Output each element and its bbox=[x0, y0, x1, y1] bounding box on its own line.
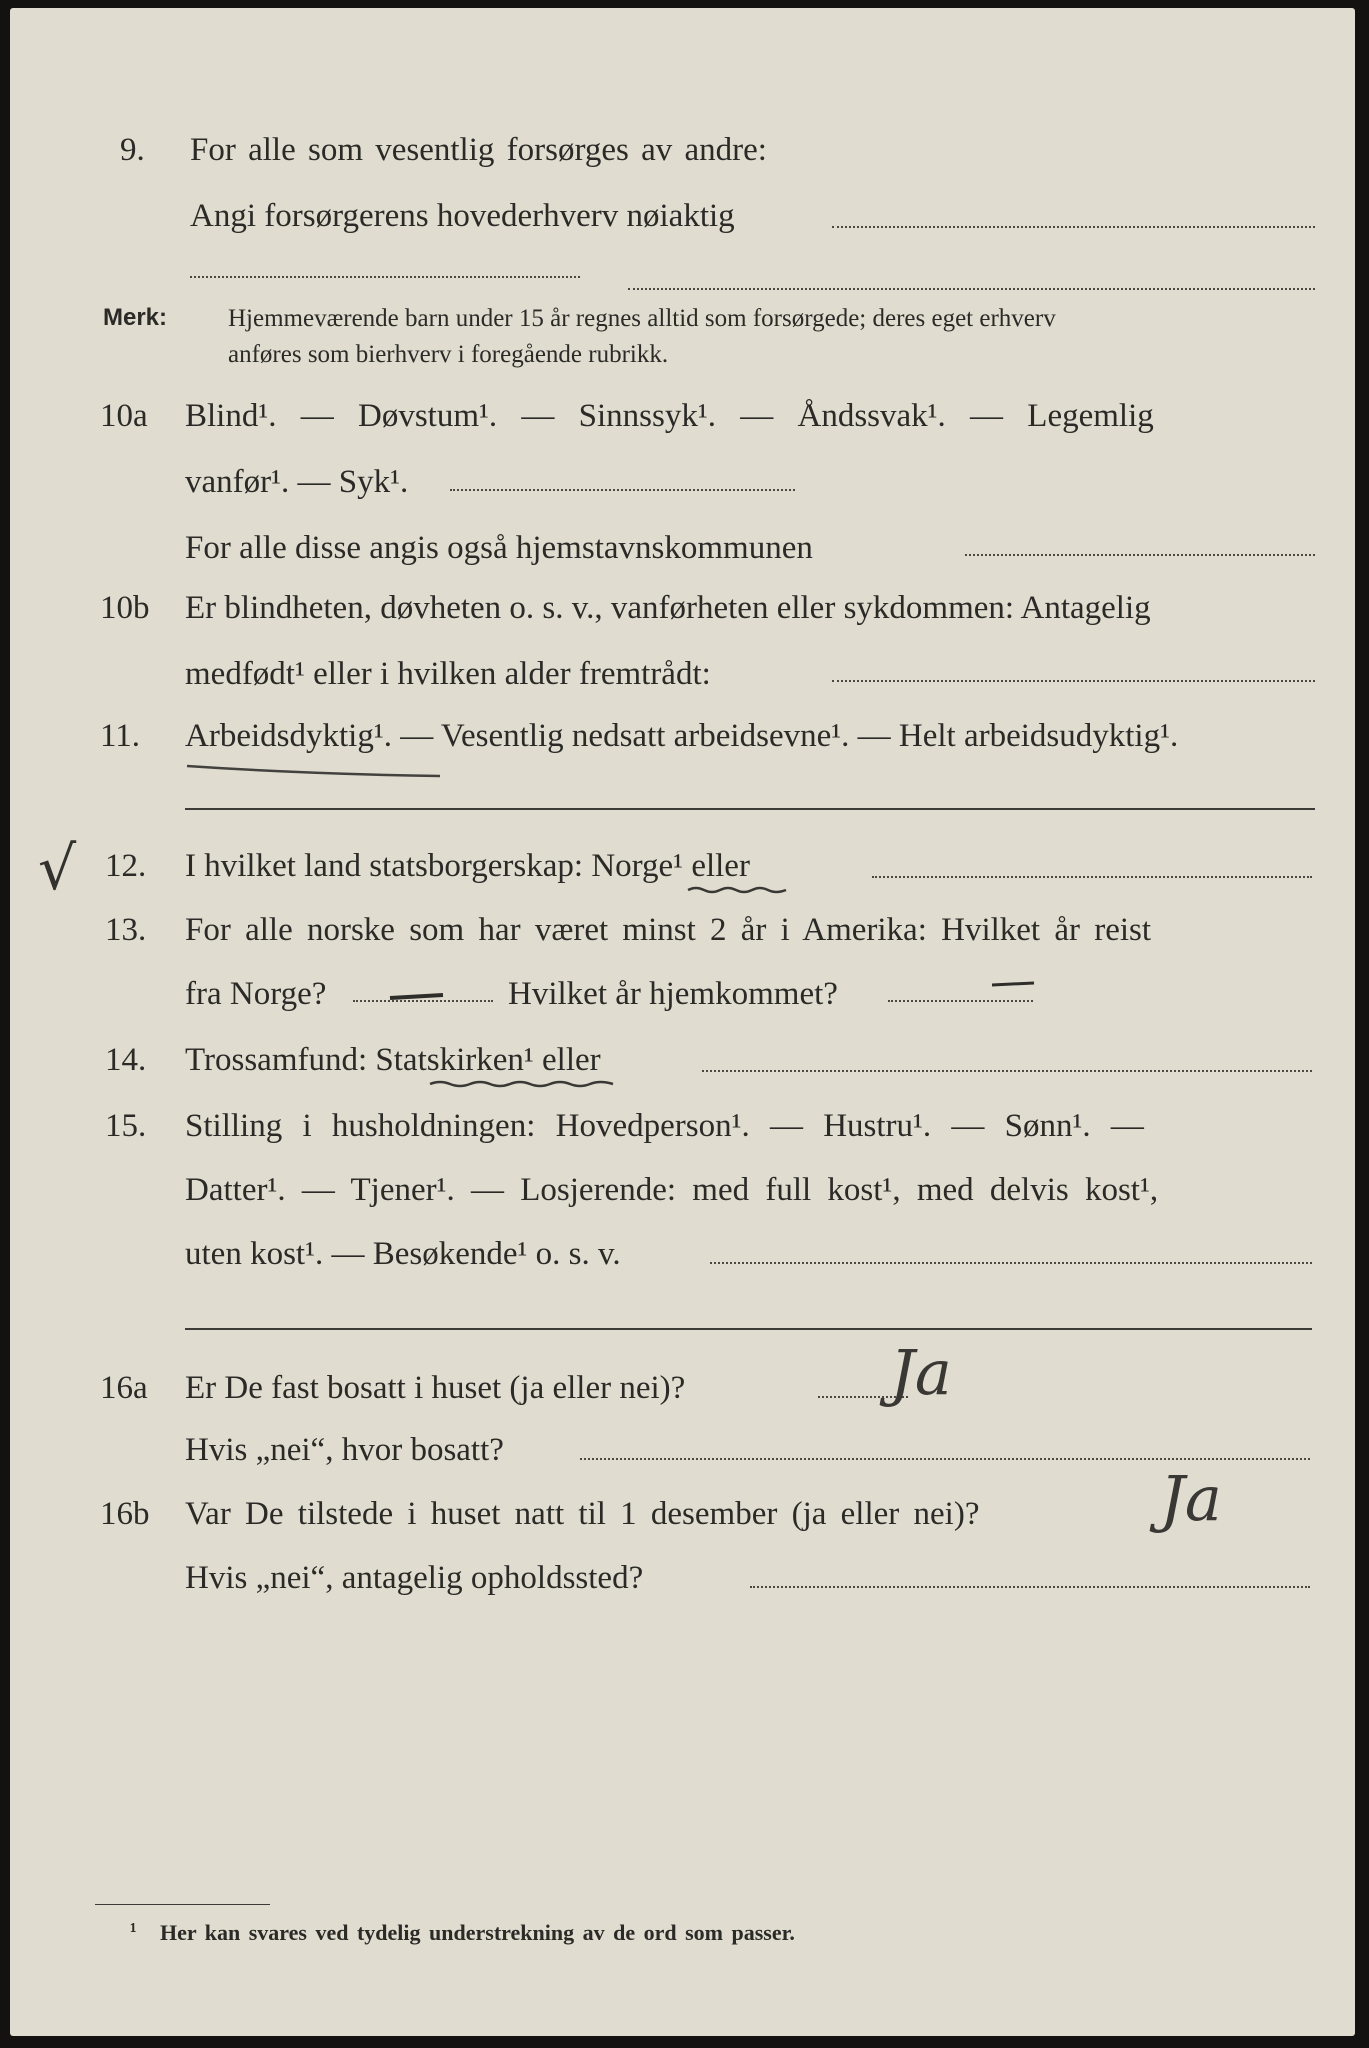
q15-text-line1: Stilling i husholdningen: Hovedperson¹. — Hustru¹. — Sønn¹. — bbox=[185, 1108, 1144, 1144]
q14-number: 14. bbox=[105, 1042, 147, 1078]
q10a-hometown-field[interactable] bbox=[965, 554, 1315, 556]
q13-text-line1: For alle norske som har været minst 2 år i Amerika: Hvilket år reist bbox=[185, 912, 1152, 948]
q13-return-field[interactable] bbox=[888, 1000, 1033, 1002]
q16a-text-line1: Er De fast bosatt i huset (ja eller nei)? bbox=[185, 1370, 686, 1406]
q9-answer-field-2a[interactable] bbox=[190, 276, 580, 278]
q13-return-dash bbox=[990, 980, 1040, 990]
q10b-answer-field[interactable] bbox=[832, 680, 1315, 682]
footnote-text: Her kan svares ved tydelig understrekning av de ord som passer. bbox=[160, 1920, 795, 1945]
q11-underline-mark bbox=[185, 760, 445, 780]
q16b-number: 16b bbox=[100, 1496, 150, 1532]
q13-text-line2a: fra Norge? bbox=[185, 976, 327, 1012]
q16a-handwritten-answer: Ja bbox=[890, 1336, 952, 1409]
q16a-number: 16a bbox=[100, 1370, 148, 1406]
q10b-text-line2: medfødt¹ eller i hvilken alder fremtrådt: bbox=[185, 656, 711, 692]
q11-text-line1: Arbeidsdyktig¹. — Vesentlig nedsatt arbeidsevne¹. — Helt arbeidsudyktig¹. bbox=[185, 718, 1179, 754]
q9-answer-field-2b[interactable] bbox=[628, 288, 1315, 290]
q13-text-line2b: Hvilket år hjemkommet? bbox=[508, 976, 838, 1012]
q16b-handwritten-answer: Ja bbox=[1160, 1462, 1222, 1535]
q13-number: 13. bbox=[105, 912, 147, 948]
q16a-text-line2: Hvis „nei“, hvor bosatt? bbox=[185, 1432, 504, 1468]
q10a-text-line2: vanfør¹. — Syk¹. bbox=[185, 464, 409, 500]
q10b-text-line1: Er blindheten, døvheten o. s. v., vanførheten eller sykdommen: Antagelig bbox=[185, 590, 1151, 626]
q16b-text-line2: Hvis „nei“, antagelig opholdssted? bbox=[185, 1560, 644, 1596]
q11-answer-line[interactable] bbox=[185, 808, 1315, 810]
q9-text-line2: Angi forsørgerens hovederhverv nøiaktig bbox=[190, 198, 735, 234]
q15-text-line3: uten kost¹. — Besøkende¹ o. s. v. bbox=[185, 1236, 621, 1272]
q9-text-line1: For alle som vesentlig forsørges av andre: bbox=[190, 132, 767, 168]
q13-departure-dash bbox=[388, 992, 448, 1002]
q15-number: 15. bbox=[105, 1108, 147, 1144]
checkmark-icon: √ bbox=[38, 834, 77, 904]
q14-underline-mark bbox=[428, 1078, 628, 1094]
q11-number: 11. bbox=[100, 718, 141, 754]
q16a-residence-field[interactable] bbox=[580, 1458, 1310, 1460]
q15-answer-line[interactable] bbox=[185, 1328, 1312, 1330]
q15-text-line2: Datter¹. — Tjener¹. — Losjerende: med full kost¹, med delvis kost¹, bbox=[185, 1172, 1159, 1208]
q10a-text-line3: For alle disse angis også hjemstavnskommunen bbox=[185, 530, 813, 566]
merk-label: Merk: bbox=[103, 304, 168, 331]
q12-answer-field[interactable] bbox=[872, 876, 1312, 878]
merk-text-line2: anføres som bierhverv i foregående rubrikk. bbox=[228, 341, 669, 368]
q16b-text-line1: Var De tilstede i huset natt til 1 desember (ja eller nei)? bbox=[185, 1496, 980, 1532]
q10a-sick-field[interactable] bbox=[450, 489, 795, 491]
q10a-text-line1: Blind¹. — Døvstum¹. — Sinnssyk¹. — Åndssvak¹. — Legemlig bbox=[185, 398, 1154, 434]
q15-answer-field[interactable] bbox=[710, 1262, 1312, 1264]
merk-text-line1: Hjemmeværende barn under 15 år regnes alltid som forsørgede; deres eget erhverv bbox=[228, 305, 1056, 332]
q9-answer-field[interactable] bbox=[832, 226, 1315, 228]
q14-answer-field[interactable] bbox=[702, 1070, 1312, 1072]
q9-number: 9. bbox=[120, 132, 145, 168]
q16b-whereabouts-field[interactable] bbox=[750, 1586, 1310, 1588]
footnote-separator bbox=[95, 1904, 270, 1905]
q10b-number: 10b bbox=[100, 590, 150, 626]
q10a-number: 10a bbox=[100, 398, 148, 434]
q14-text-line1: Trossamfund: Statskirken¹ eller bbox=[185, 1042, 601, 1078]
q12-text-line1: I hvilket land statsborgerskap: Norge¹ eller bbox=[185, 848, 750, 884]
q12-number: 12. bbox=[105, 848, 147, 884]
q12-underline-mark bbox=[686, 884, 796, 900]
census-form-page bbox=[10, 8, 1355, 2036]
footnote-mark: ¹ bbox=[130, 1918, 137, 1943]
